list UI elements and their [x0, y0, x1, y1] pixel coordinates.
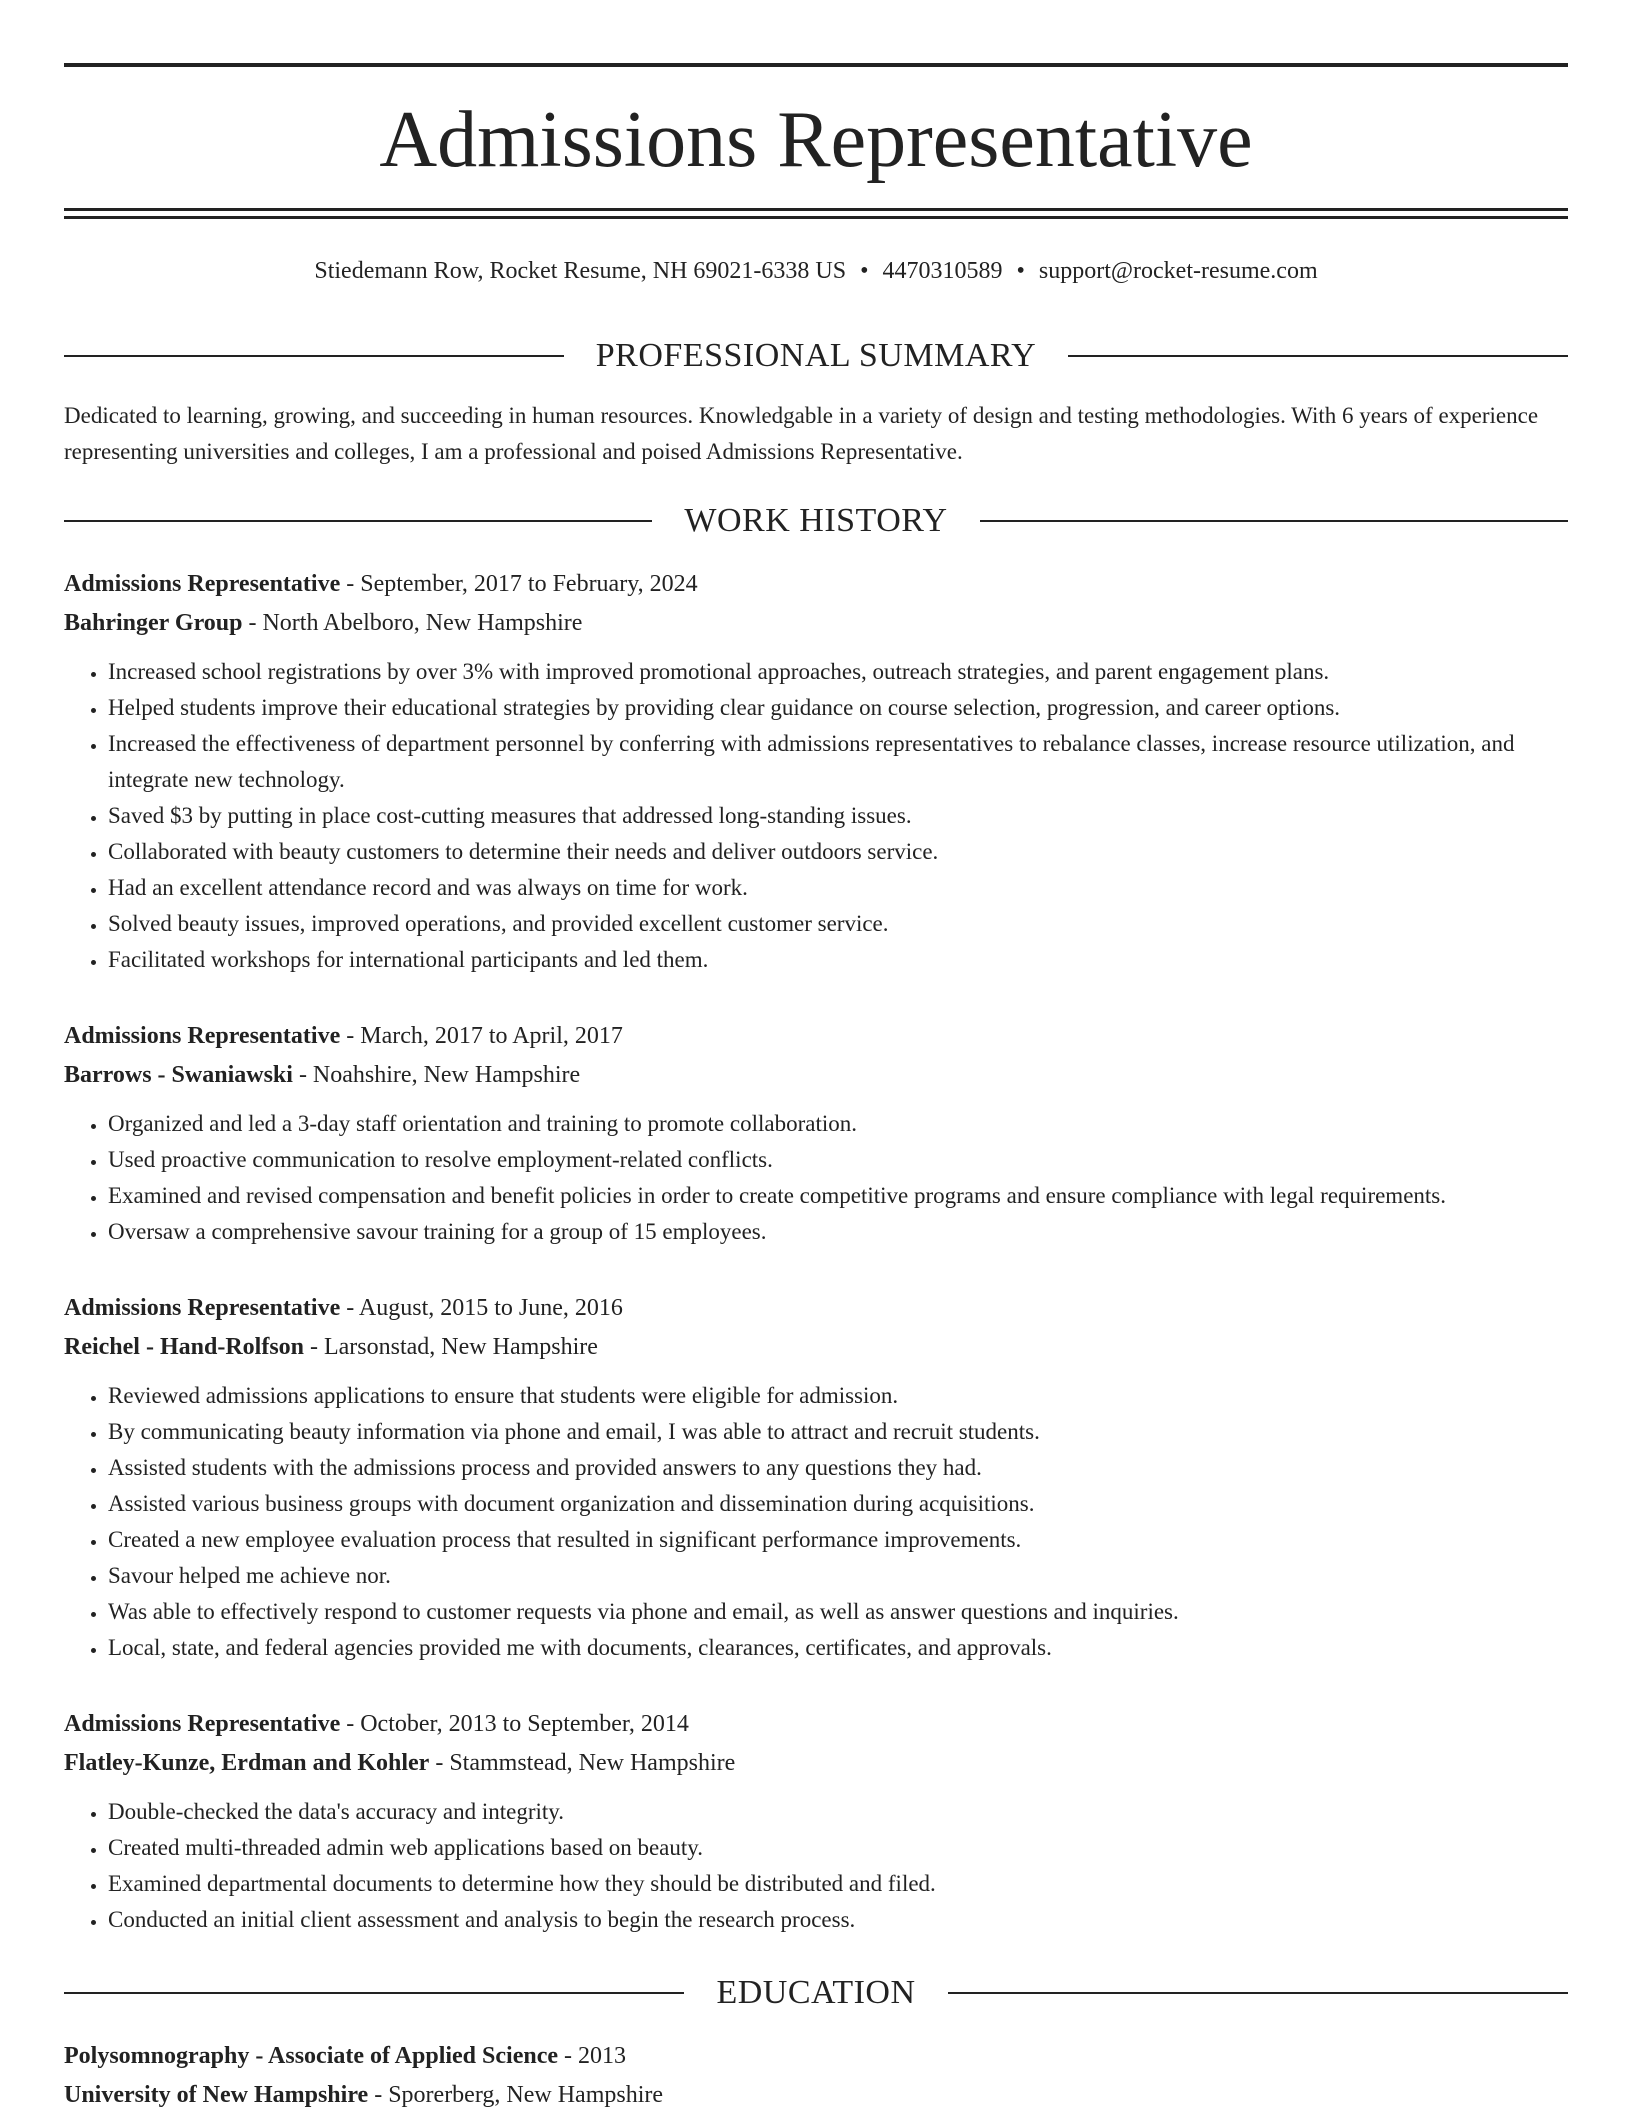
job-bullet: • Facilitated workshops for international participants and led them.: [108, 942, 1568, 978]
education-location: - Sporerberg, New Hampshire: [368, 2082, 664, 2108]
education-degree-line: [64, 2037, 1568, 2076]
contact-line: [64, 256, 1568, 286]
section-heading-summary: [64, 336, 1568, 376]
job-bullet: • By communicating beauty information via phone and email, I was able to attract and recruit students.: [108, 1414, 1568, 1450]
job-location: - Stammstead, New Hampshire: [429, 1750, 736, 1776]
job-title-line: [64, 1017, 1568, 1056]
job-entry: [64, 1289, 1568, 1666]
job-entry: [64, 1705, 1568, 1938]
contact-separator: •: [1016, 258, 1025, 284]
job-company: Flatley-Kunze, Erdman and Kohler: [64, 1750, 430, 1776]
job-bullet: • Examined and revised compensation and benefit policies in order to create competitive programs and ensure compliance with legal requirements.: [108, 1178, 1568, 1214]
section-heading-work: [64, 501, 1568, 541]
job-bullet: • Was able to effectively respond to customer requests via phone and email, as well as answer questions and inquiries.: [108, 1594, 1568, 1630]
job-bullet: • Solved beauty issues, improved operations, and provided excellent customer service.: [108, 906, 1568, 942]
title-rule-lower: [64, 216, 1568, 219]
job-bullets: [64, 1378, 1568, 1666]
job-bullet: • Assisted various business groups with document organization and dissemination during acquisitions.: [108, 1486, 1568, 1522]
heading-rule: [1068, 355, 1568, 357]
job-bullet: • Conducted an initial client assessment and analysis to begin the research process.: [108, 1902, 1568, 1938]
job-company: Bahringer Group: [64, 610, 243, 636]
summary-text: Dedicated to learning, growing, and succeeding in human resources. Knowledgable in a variety of design and testing methodologies. With 6 years of experience representing universities and colleges, I am a professional and poised Admissions Representative.: [64, 403, 1539, 464]
job-bullet: • Created multi-threaded admin web applications based on beauty.: [108, 1830, 1568, 1866]
job-bullet: • Used proactive communication to resolve employment-related conflicts.: [108, 1142, 1568, 1178]
job-bullet: • Helped students improve their educational strategies by providing clear guidance on course selection, progression, and career options.: [108, 690, 1568, 726]
education-entry: [64, 2037, 1568, 2115]
job-entry: [64, 1017, 1568, 1250]
contact-phone: 4470310589: [882, 258, 1003, 284]
job-company-line: [64, 1328, 1568, 1367]
job-bullet: • Assisted students with the admissions process and provided answers to any questions they had.: [108, 1450, 1568, 1486]
job-company-line: [64, 1056, 1568, 1095]
job-dates: - October, 2013 to September, 2014: [340, 1711, 689, 1737]
job-title: Admissions Representative: [64, 1711, 341, 1737]
resume-title: Admissions Representative: [379, 96, 1253, 184]
job-bullet: • Double-checked the data's accuracy and integrity.: [108, 1794, 1568, 1830]
heading-rule: [64, 355, 564, 357]
section-title: WORK HISTORY: [684, 502, 948, 539]
job-bullets: [64, 1794, 1568, 1938]
job-company: Barrows - Swaniawski: [64, 1062, 293, 1088]
job-bullet: • Local, state, and federal agencies provided me with documents, clearances, certificates, and approvals.: [108, 1630, 1568, 1666]
education-degree: Polysomnography - Associate of Applied Science: [64, 2043, 559, 2069]
job-bullet: • Savour helped me achieve nor.: [108, 1558, 1568, 1594]
job-location: - Larsonstad, New Hampshire: [304, 1334, 598, 1360]
job-title: Admissions Representative: [64, 571, 341, 597]
job-title-line: [64, 565, 1568, 604]
title-rule-upper: [64, 208, 1568, 211]
job-bullet: • Reviewed admissions applications to ensure that students were eligible for admission.: [108, 1378, 1568, 1414]
job-company: Reichel - Hand-Rolfson: [64, 1334, 304, 1360]
education-year: - 2013: [558, 2043, 627, 2069]
job-dates: - September, 2017 to February, 2024: [340, 571, 698, 597]
job-dates: - March, 2017 to April, 2017: [340, 1023, 623, 1049]
job-location: - Noahshire, New Hampshire: [292, 1062, 581, 1088]
job-bullet: • Created a new employee evaluation process that resulted in significant performance improvements.: [108, 1522, 1568, 1558]
job-bullet: • Oversaw a comprehensive savour training for a group of 15 employees.: [108, 1214, 1568, 1250]
section-title: EDUCATION: [716, 1974, 916, 2011]
contact-separator: •: [860, 258, 869, 284]
job-bullet: • Increased the effectiveness of department personnel by conferring with admissions representatives to rebalance classes, increase resource utilization, and integrate new technology.: [108, 726, 1568, 798]
job-bullets: [64, 1106, 1568, 1250]
section-title: PROFESSIONAL SUMMARY: [595, 337, 1037, 374]
top-rule: [64, 63, 1568, 67]
job-bullet: • Increased school registrations by over 3% with improved promotional approaches, outreach strategies, and parent engagement plans.: [108, 654, 1568, 690]
job-location: - North Abelboro, New Hampshire: [242, 610, 583, 636]
job-bullet: • Collaborated with beauty customers to determine their needs and deliver outdoors service.: [108, 834, 1568, 870]
contact-email: support@rocket-resume.com: [1038, 258, 1318, 284]
heading-rule: [948, 1992, 1568, 1994]
job-company-line: [64, 1744, 1568, 1783]
heading-rule: [64, 520, 652, 522]
job-title: Admissions Representative: [64, 1023, 341, 1049]
contact-address: Stiedemann Row, Rocket Resume, NH 69021-6338 US: [314, 258, 847, 284]
job-title-line: [64, 1289, 1568, 1328]
heading-rule: [64, 1992, 684, 1994]
job-bullet: • Saved $3 by putting in place cost-cutting measures that addressed long-standing issues.: [108, 798, 1568, 834]
education-school: University of New Hampshire: [64, 2082, 369, 2108]
job-title: Admissions Representative: [64, 1295, 341, 1321]
job-bullet: • Had an excellent attendance record and was always on time for work.: [108, 870, 1568, 906]
job-bullets: [64, 654, 1568, 978]
heading-rule: [980, 520, 1568, 522]
job-dates: - August, 2015 to June, 2016: [340, 1295, 623, 1321]
job-company-line: [64, 604, 1568, 643]
job-bullet: • Organized and led a 3-day staff orientation and training to promote collaboration.: [108, 1106, 1568, 1142]
section-heading-education: [64, 1973, 1568, 2013]
job-entry: [64, 565, 1568, 978]
job-title-line: [64, 1705, 1568, 1744]
job-bullet: • Examined departmental documents to determine how they should be distributed and filed.: [108, 1866, 1568, 1902]
education-school-line: [64, 2076, 1568, 2115]
